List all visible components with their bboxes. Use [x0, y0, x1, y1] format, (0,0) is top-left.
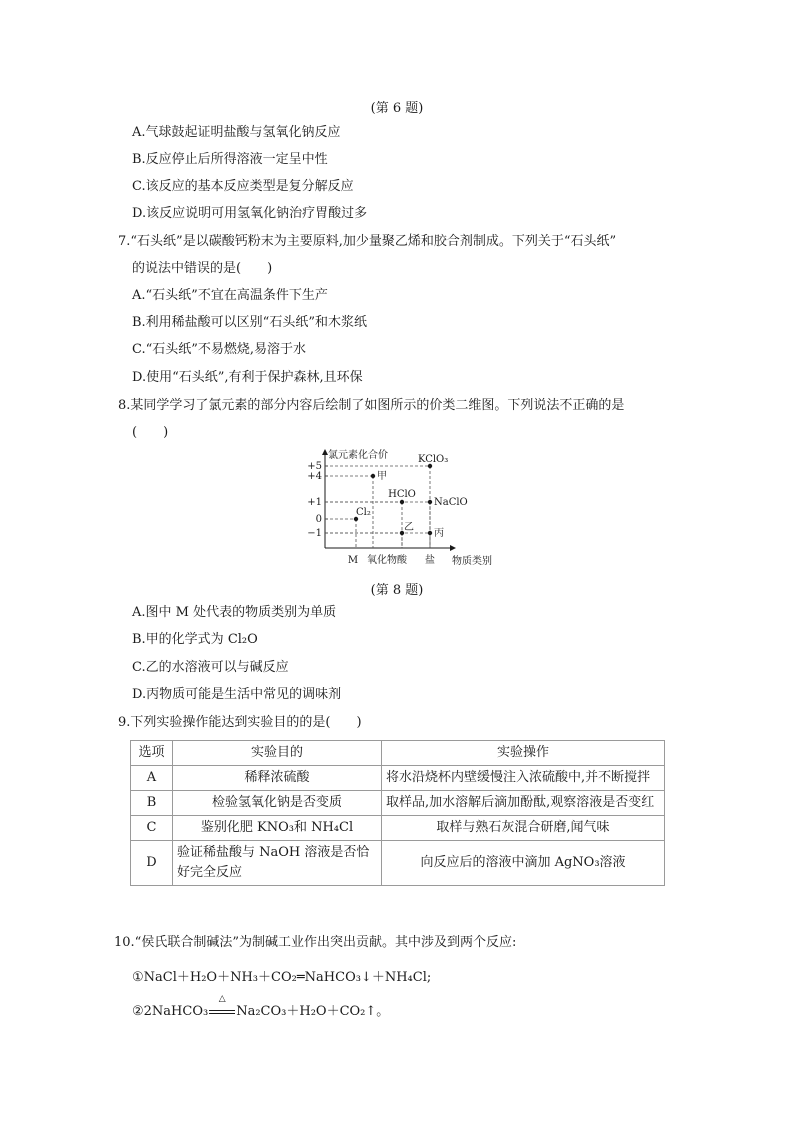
q8-stem: 8.某同学学习了氯元素的部分内容后绘制了如图所示的价类二维图。下列说法不正确的是 [118, 398, 625, 413]
point-label: NaClO [434, 497, 468, 508]
q10-equation-1: ①NaCl＋H₂O＋NH₃＋CO₂═NaHCO₃↓＋NH₄Cl; [132, 970, 432, 985]
q6-option-b: B.反应停止后所得溶液一定呈中性 [132, 152, 328, 167]
q6-option-a: A.气球鼓起证明盐酸与氢氧化钠反应 [132, 125, 341, 140]
y-tick-label: +1 [307, 497, 322, 508]
table-row [131, 816, 665, 841]
q8-option-a: A.图中 M 处代表的物质类别为单质 [132, 605, 337, 620]
row-aim: 检验氢氧化钠是否变质 [173, 791, 382, 816]
q6-option-d: D.该反应说明可用氢氧化钠治疗胃酸过多 [132, 206, 368, 221]
q7-option-a: A.“石头纸”不宜在高温条件下生产 [132, 288, 328, 303]
table-row [131, 766, 665, 791]
q8-option-d: D.丙物质可能是生活中常见的调味剂 [132, 687, 342, 702]
q8-stem-cont: ( ) [132, 425, 169, 440]
row-operation: 取样品,加水溶解后滴加酚酞,观察溶液是否变红 [382, 791, 665, 816]
x-tick-label: 酸 [397, 555, 407, 566]
row-option: A [131, 766, 173, 791]
x-tick-label: 盐 [425, 555, 435, 566]
row-option: D [131, 841, 173, 886]
point-label: KClO₃ [418, 454, 449, 465]
q9-stem: 9.下列实验操作能达到实验目的的是( ) [118, 715, 362, 730]
eq2-products: Na₂CO₃＋H₂O＋CO₂↑。 [236, 1004, 390, 1019]
data-point [428, 500, 432, 504]
q10-equation-2 [132, 994, 390, 1019]
row-aim: 验证稀盐酸与 NaOH 溶液是否恰好完全反应 [173, 841, 382, 886]
y-tick-label: −1 [307, 528, 322, 539]
y-tick-label: +4 [307, 471, 322, 482]
header-aim: 实验目的 [173, 741, 382, 766]
q7-stem-cont: 的说法中错误的是( ) [132, 261, 273, 276]
point-label: HClO [388, 489, 416, 500]
row-operation: 将水沿烧杯内壁缓慢注入浓硫酸中,并不断搅拌 [382, 766, 665, 791]
data-point [428, 531, 432, 535]
q8-option-b: B.甲的化学式为 Cl₂O [132, 632, 258, 647]
data-point [400, 500, 404, 504]
q7-option-d: D.使用“石头纸”,有利于保护森林,且环保 [132, 370, 363, 385]
q7-stem: 7.“石头纸”是以碳酸钙粉末为主要原料,加少量聚乙烯和胶合剂制成。下列关于“石头纸” [118, 234, 617, 249]
row-aim: 稀释浓硫酸 [173, 766, 382, 791]
header-operation: 实验操作 [382, 741, 665, 766]
x-axis-title: 物质类别 [452, 556, 492, 567]
heat-triangle-icon: △ [218, 994, 226, 1004]
x-tick-label: M [347, 555, 359, 566]
row-option: B [131, 791, 173, 816]
y-tick-label: +5 [307, 461, 322, 472]
row-operation: 向反应后的溶液中滴加 AgNO₃溶液 [382, 841, 665, 886]
q8-caption: (第 8 题) [370, 583, 424, 598]
point-label: Cl₂ [356, 507, 371, 518]
y-tick-label: 0 [315, 514, 322, 525]
table-header-row [131, 741, 665, 766]
q6-caption: (第 6 题) [370, 101, 424, 116]
point-label: 丙 [434, 528, 444, 539]
eq2-heating-sign [208, 994, 236, 1019]
q7-option-b: B.利用稀盐酸可以区别“石头纸”和木浆纸 [132, 315, 367, 330]
data-point [371, 474, 375, 478]
header-option: 选项 [131, 741, 173, 766]
q10-stem: 10.“侯氏联合制碱法”为制碱工业作出突出贡献。其中涉及到两个反应: [114, 935, 517, 950]
q6-option-c: C.该反应的基本反应类型是复分解反应 [132, 179, 354, 194]
q7-option-c: C.“石头纸”不易燃烧,易溶于水 [132, 342, 307, 357]
point-label: 乙 [404, 522, 414, 533]
point-label: 甲 [377, 471, 387, 482]
table-row [131, 791, 665, 816]
y-axis-title: 氯元素化合价 [328, 450, 388, 461]
row-operation: 取样与熟石灰混合研磨,闻气味 [382, 816, 665, 841]
row-aim: 鉴别化肥 KNO₃和 NH₄Cl [173, 816, 382, 841]
valence-class-chart [300, 446, 500, 576]
eq2-reactant: ②2NaHCO₃ [132, 1004, 209, 1019]
row-option: C [131, 816, 173, 841]
q8-option-c: C.乙的水溶液可以与碱反应 [132, 660, 289, 675]
experiment-table [130, 740, 665, 886]
x-tick-label: 氧化物 [367, 555, 397, 566]
table-row [131, 841, 665, 886]
